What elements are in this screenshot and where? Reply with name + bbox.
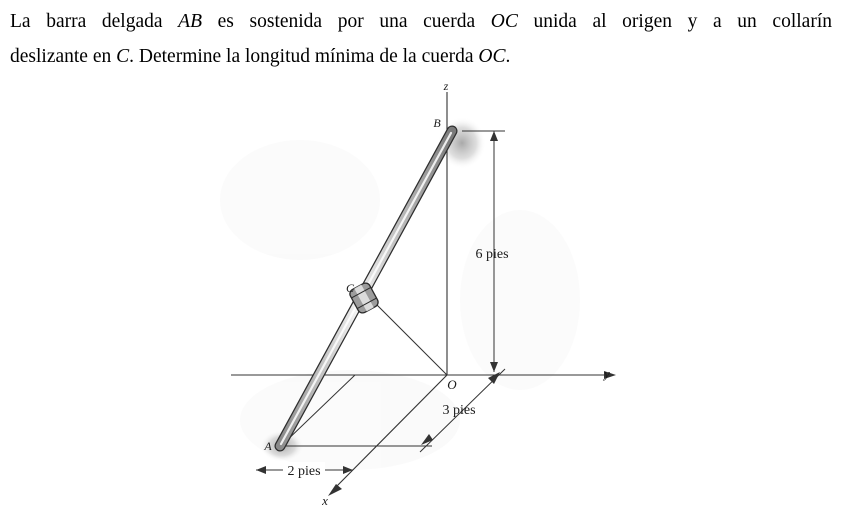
problem-line2-segment: . [505,46,511,67]
cord-oc [368,296,447,375]
label-axis-x: x [322,493,328,508]
problem-line1-segment: es sostenida por una cuerda [202,11,491,32]
label-point-b: B [433,116,441,130]
problem-line2-segment: deslizante en [10,46,117,67]
problem-line2-segment: OC [478,46,506,67]
dim-height-arrow-top [490,131,498,141]
label-dim-height: 6 pies [475,247,509,262]
label-point-c: C [345,281,355,295]
label-point-o: O [447,377,457,392]
problem-line1-segment: La barra delgada [10,11,179,32]
problem-line2-segment: . Determine la longitud mínima de la cuerda [129,46,479,67]
problem-line1-segment: OC [490,11,518,32]
label-dim-y: 3 pies [442,403,476,418]
problem-line1-segment: unida al origen y a un collarín [517,11,832,32]
problem-line1-segment: AB [178,11,202,32]
label-axis-y: y [604,366,610,381]
label-axis-z: z [443,79,449,93]
label-dim-x: 2 pies [287,464,321,479]
problem-line2-segment: C [116,46,130,67]
dim-x-arrow-left [256,466,266,474]
label-point-a: A [264,439,272,453]
background-texture [220,140,580,470]
x-axis-arrow [328,484,342,496]
